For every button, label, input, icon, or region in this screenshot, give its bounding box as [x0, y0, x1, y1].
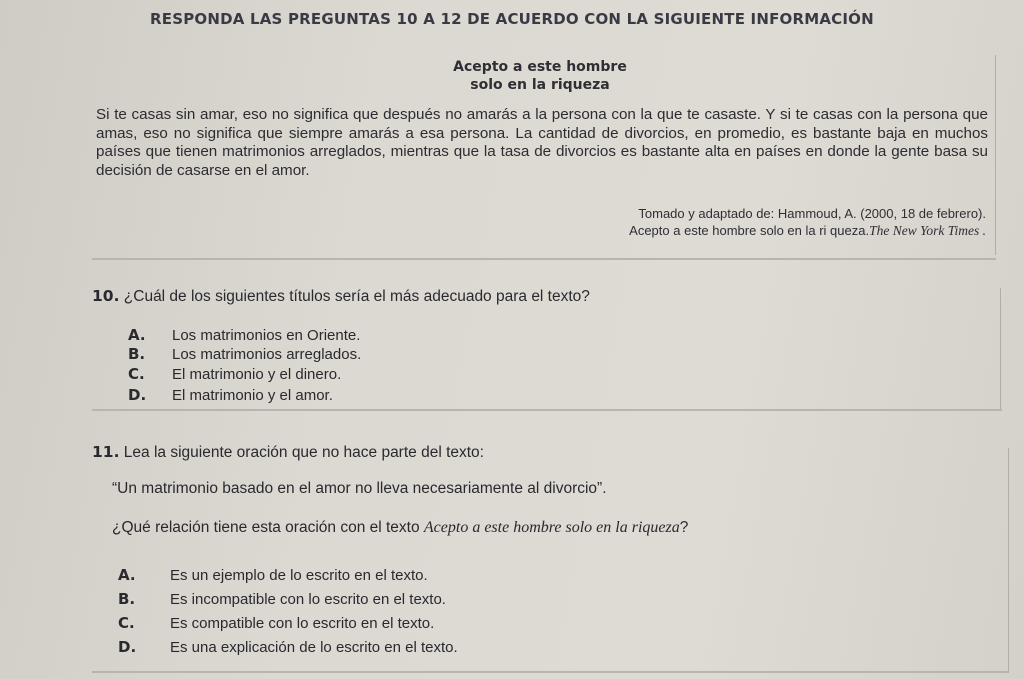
question-10-bottom-border — [92, 409, 1002, 411]
q10-option-d[interactable] — [128, 386, 333, 404]
question-11-relation-question — [112, 519, 688, 537]
relation-suffix: ? — [679, 519, 689, 536]
q10-option-c-text: El matrimonio y el dinero. — [172, 366, 342, 383]
q10-option-b[interactable] — [128, 345, 361, 363]
source-citation-line2 — [286, 223, 986, 239]
q10-option-a-letter: A. — [128, 326, 146, 344]
source-publication: The New York Times . — [869, 223, 986, 238]
q10-option-a[interactable] — [128, 326, 360, 344]
q11-option-a-letter: A. — [118, 566, 136, 584]
question-11-text: Lea la siguiente oración que no hace parte del texto: — [123, 444, 484, 461]
q11-option-a[interactable] — [118, 566, 428, 584]
q11-option-d-letter: D. — [118, 638, 137, 656]
q11-option-a-text: Es un ejemplo de lo escrito en el texto. — [170, 567, 428, 584]
question-11-bottom-border — [92, 671, 1008, 673]
relation-prefix: ¿Qué relación tiene esta oración con el texto — [112, 519, 420, 536]
q11-option-b-text: Es incompatible con lo escrito en el texto. — [170, 591, 446, 608]
reading-box-bottom-border — [92, 258, 996, 260]
q11-option-b[interactable] — [118, 590, 446, 608]
q11-option-c[interactable] — [118, 614, 434, 632]
reading-title-line2: solo en la riqueza — [470, 77, 610, 93]
q10-option-b-letter: B. — [128, 345, 146, 363]
reading-title-line1: Acepto a este hombre — [453, 59, 627, 75]
question-11-quote: “Un matrimonio basado en el amor no lleva necesariamente al divorcio”. — [112, 480, 607, 497]
q11-option-c-text: Es compatible con lo escrito en el texto. — [170, 615, 435, 632]
question-11-stem — [92, 443, 484, 462]
q11-option-b-letter: B. — [118, 590, 136, 608]
q11-option-c-letter: C. — [118, 614, 135, 632]
question-11-right-border — [1008, 448, 1009, 673]
question-10-right-border — [1000, 288, 1001, 410]
q10-option-c[interactable] — [128, 365, 341, 383]
q11-option-d[interactable] — [118, 638, 458, 656]
q10-option-b-text: Los matrimonios arreglados. — [172, 346, 362, 363]
source-article-title: Acepto a este hombre solo en la ri queza. — [629, 223, 870, 238]
question-10-stem — [92, 287, 590, 306]
relation-text-title: Acepto a este hombre solo en la riqueza — [423, 519, 680, 536]
question-10-text: ¿Cuál de los siguientes títulos sería el más adecuado para el texto? — [123, 288, 590, 305]
reading-box-right-border — [995, 55, 996, 255]
source-citation-line1: Tomado y adaptado de: Hammoud, A. (2000, 18 de febrero). — [638, 206, 986, 221]
section-header: RESPONDA LAS PREGUNTAS 10 A 12 DE ACUERDO CON LA SIGUIENTE INFORMACIÓN — [150, 10, 874, 28]
q10-option-d-letter: D. — [128, 386, 147, 404]
question-11-number: 11. — [92, 443, 120, 461]
q10-option-d-text: El matrimonio y el amor. — [172, 387, 333, 404]
q10-option-a-text: Los matrimonios en Oriente. — [172, 327, 361, 344]
reading-paragraph: Si te casas sin amar, eso no significa que después no amarás a la persona con la que te casaste. Y si te casas con la persona que amas, eso no significa que siempre amarás a esa persona. La cantidad de divorcios, en promedio, es bastante baja en muchos países que tienen matrimonios arreglados, mientras que la tasa de divorcios es bastante alta en países en donde la gente basa su decisión de casarse en el amor. — [96, 106, 988, 179]
question-10-number: 10. — [92, 287, 120, 305]
q11-option-d-text: Es una explicación de lo escrito en el texto. — [170, 639, 458, 656]
q10-option-c-letter: C. — [128, 365, 145, 383]
